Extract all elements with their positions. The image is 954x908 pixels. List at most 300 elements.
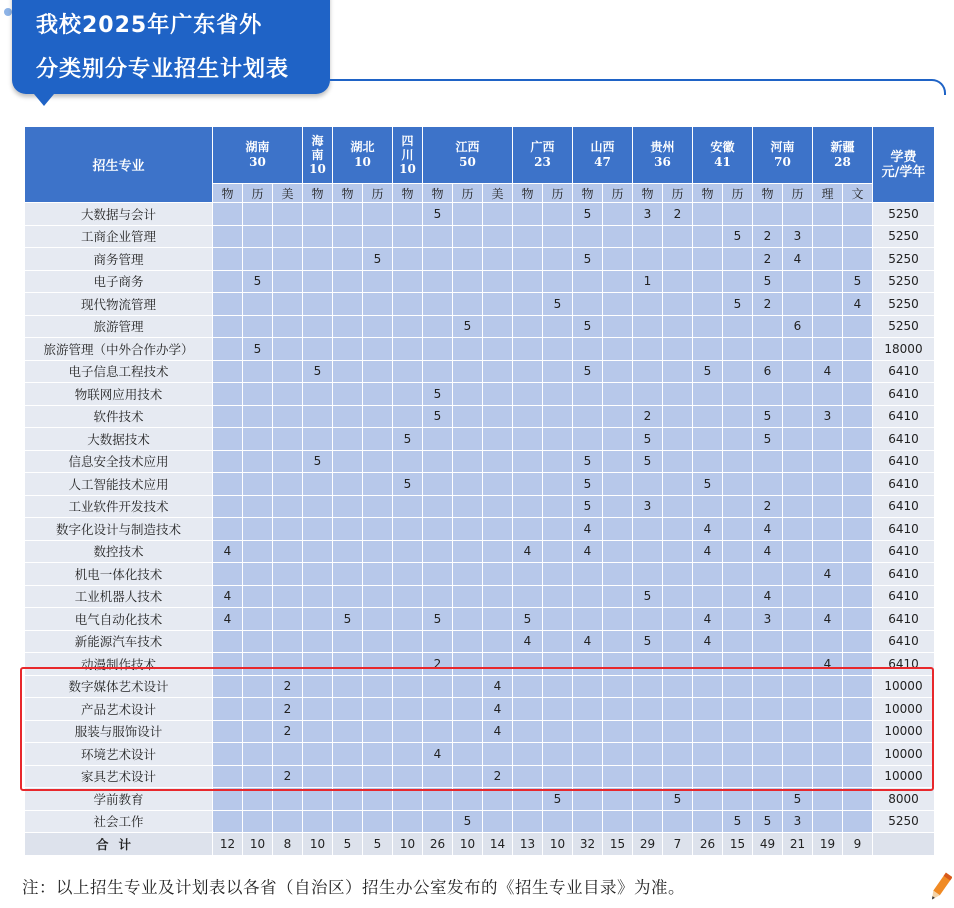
quota-cell [303, 383, 333, 406]
province-header [393, 127, 423, 184]
quota-cell: 5 [723, 810, 753, 833]
quota-cell [333, 653, 363, 676]
quota-cell [783, 495, 813, 518]
quota-cell [543, 225, 573, 248]
quota-cell: 4 [213, 540, 243, 563]
quota-cell [603, 293, 633, 316]
quota-cell [843, 743, 873, 766]
title-line-1: 我校2025年广东省外 [36, 13, 263, 38]
quota-cell [303, 720, 333, 743]
quota-cell [453, 743, 483, 766]
quota-cell [813, 203, 843, 226]
quota-cell [663, 495, 693, 518]
quota-cell [633, 563, 663, 586]
quota-cell [303, 293, 333, 316]
quota-cell: 2 [753, 293, 783, 316]
quota-cell [243, 630, 273, 653]
quota-cell [843, 653, 873, 676]
quota-cell [513, 765, 543, 788]
subject-header: 理 [813, 184, 843, 203]
quota-cell: 2 [273, 675, 303, 698]
major-name: 学前教育 [25, 788, 213, 811]
quota-cell [753, 473, 783, 496]
quota-cell [663, 473, 693, 496]
quota-cell [543, 608, 573, 631]
quota-cell [333, 788, 363, 811]
quota-cell [543, 653, 573, 676]
quota-cell [453, 360, 483, 383]
quota-cell [453, 608, 483, 631]
quota-cell [783, 585, 813, 608]
quota-cell [423, 495, 453, 518]
quota-cell [723, 270, 753, 293]
province-header [633, 127, 693, 184]
quota-cell [483, 225, 513, 248]
quota-cell [303, 203, 333, 226]
quota-cell [363, 203, 393, 226]
quota-cell [393, 360, 423, 383]
quota-cell [843, 675, 873, 698]
quota-cell [273, 540, 303, 563]
quota-cell [423, 698, 453, 721]
quota-cell [603, 608, 633, 631]
table-row [25, 788, 935, 811]
quota-cell [843, 450, 873, 473]
quota-cell [513, 788, 543, 811]
quota-cell: 4 [513, 540, 543, 563]
quota-cell [693, 293, 723, 316]
header-row-provinces [25, 127, 935, 184]
quota-cell [513, 743, 543, 766]
fee-header-line-1: 学费 [890, 149, 917, 165]
quota-cell [483, 405, 513, 428]
quota-cell [633, 338, 663, 361]
quota-cell [843, 630, 873, 653]
quota-cell: 3 [633, 203, 663, 226]
quota-cell [303, 743, 333, 766]
quota-cell [843, 338, 873, 361]
quota-cell [813, 270, 843, 293]
province-quota: 10 [399, 161, 416, 176]
quota-cell [213, 743, 243, 766]
pencil-icon [928, 870, 952, 906]
province-name: 河南 [770, 140, 795, 154]
quota-cell [513, 203, 543, 226]
quota-cell [603, 383, 633, 406]
quota-cell [333, 315, 363, 338]
subject-header: 物 [633, 184, 663, 203]
quota-cell [393, 788, 423, 811]
quota-cell [513, 675, 543, 698]
quota-cell [363, 428, 393, 451]
quota-cell: 5 [423, 203, 453, 226]
subject-header: 历 [543, 184, 573, 203]
quota-cell [723, 315, 753, 338]
quota-cell [453, 563, 483, 586]
quota-cell [483, 360, 513, 383]
quota-cell [663, 743, 693, 766]
quota-cell [213, 428, 243, 451]
quota-cell: 5 [723, 225, 753, 248]
quota-cell [453, 720, 483, 743]
quota-cell [843, 563, 873, 586]
quota-cell: 5 [543, 293, 573, 316]
quota-cell [453, 585, 483, 608]
quota-cell [753, 743, 783, 766]
quota-cell [543, 338, 573, 361]
quota-cell [603, 788, 633, 811]
quota-cell [453, 653, 483, 676]
quota-cell [213, 293, 243, 316]
quota-cell [303, 653, 333, 676]
quota-cell [273, 360, 303, 383]
quota-cell: 4 [213, 585, 243, 608]
subject-header: 历 [603, 184, 633, 203]
quota-cell [813, 518, 843, 541]
quota-cell [633, 293, 663, 316]
quota-cell: 3 [633, 495, 663, 518]
quota-cell: 5 [573, 203, 603, 226]
fee-header-line-2: 元/学年 [881, 164, 926, 180]
quota-cell [243, 698, 273, 721]
quota-cell: 4 [693, 518, 723, 541]
table-row [25, 698, 935, 721]
quota-cell [633, 653, 663, 676]
quota-cell [603, 338, 633, 361]
quota-cell [723, 563, 753, 586]
quota-cell [333, 563, 363, 586]
fee-cell: 6410 [873, 608, 935, 631]
quota-cell [393, 338, 423, 361]
quota-cell: 4 [483, 720, 513, 743]
quota-cell [843, 383, 873, 406]
quota-cell: 4 [513, 630, 543, 653]
quota-cell [543, 473, 573, 496]
quota-cell [273, 428, 303, 451]
quota-cell [663, 360, 693, 383]
quota-cell [453, 338, 483, 361]
fee-cell: 5250 [873, 315, 935, 338]
subject-header: 历 [243, 184, 273, 203]
fee-cell: 6410 [873, 383, 935, 406]
fee-cell: 5250 [873, 203, 935, 226]
fee-cell: 6410 [873, 585, 935, 608]
quota-cell [423, 225, 453, 248]
quota-cell [423, 428, 453, 451]
major-name: 数控技术 [25, 540, 213, 563]
quota-cell [483, 270, 513, 293]
quota-cell: 5 [453, 315, 483, 338]
quota-cell [843, 495, 873, 518]
quota-cell [573, 810, 603, 833]
province-name: 江西 [455, 140, 480, 154]
quota-cell [303, 518, 333, 541]
quota-cell [483, 315, 513, 338]
quota-cell [633, 225, 663, 248]
quota-cell [273, 495, 303, 518]
quota-cell [363, 293, 393, 316]
quota-cell [663, 810, 693, 833]
major-name: 人工智能技术应用 [25, 473, 213, 496]
quota-cell [273, 653, 303, 676]
quota-cell [723, 495, 753, 518]
quota-cell [363, 540, 393, 563]
quota-cell [513, 450, 543, 473]
quota-cell: 5 [543, 788, 573, 811]
quota-cell [723, 698, 753, 721]
province-name: 四川 [401, 133, 414, 162]
quota-cell [363, 225, 393, 248]
quota-cell [333, 405, 363, 428]
major-name: 大数据技术 [25, 428, 213, 451]
quota-cell [333, 473, 363, 496]
subject-header: 历 [363, 184, 393, 203]
quota-cell [213, 203, 243, 226]
quota-cell [633, 360, 663, 383]
quota-cell: 5 [723, 293, 753, 316]
quota-cell [693, 225, 723, 248]
quota-cell [813, 720, 843, 743]
quota-cell [303, 248, 333, 271]
province-name: 安徽 [710, 140, 735, 154]
quota-cell [393, 270, 423, 293]
quota-cell [513, 518, 543, 541]
quota-cell: 5 [783, 788, 813, 811]
quota-cell [633, 315, 663, 338]
quota-cell: 10 [393, 833, 423, 856]
quota-cell [573, 675, 603, 698]
quota-cell [453, 405, 483, 428]
quota-cell [483, 428, 513, 451]
quota-cell [543, 630, 573, 653]
quota-cell: 4 [423, 743, 453, 766]
quota-cell [453, 450, 483, 473]
quota-cell [783, 698, 813, 721]
quota-cell: 4 [813, 563, 843, 586]
quota-cell [843, 608, 873, 631]
quota-cell [723, 788, 753, 811]
quota-cell: 5 [363, 833, 393, 856]
quota-cell [393, 720, 423, 743]
quota-cell [753, 698, 783, 721]
subject-header: 美 [483, 184, 513, 203]
fee-cell: 5250 [873, 270, 935, 293]
quota-cell [273, 743, 303, 766]
quota-cell [513, 563, 543, 586]
quota-cell: 2 [273, 765, 303, 788]
major-name: 旅游管理 [25, 315, 213, 338]
quota-cell: 5 [573, 360, 603, 383]
quota-cell [453, 698, 483, 721]
quota-cell [213, 765, 243, 788]
quota-cell [423, 338, 453, 361]
quota-cell [273, 788, 303, 811]
quota-cell [603, 743, 633, 766]
quota-cell [573, 225, 603, 248]
quota-cell [573, 608, 603, 631]
quota-cell [423, 518, 453, 541]
quota-cell [513, 653, 543, 676]
quota-cell [603, 405, 633, 428]
province-quota: 70 [774, 155, 791, 169]
quota-cell [723, 428, 753, 451]
quota-cell [603, 315, 633, 338]
quota-cell [513, 473, 543, 496]
quota-cell: 4 [783, 248, 813, 271]
province-name: 新疆 [830, 140, 855, 154]
quota-cell [333, 585, 363, 608]
quota-cell [603, 203, 633, 226]
quota-cell [273, 383, 303, 406]
province-quota: 10 [354, 155, 371, 169]
quota-cell [273, 518, 303, 541]
quota-cell [453, 540, 483, 563]
quota-cell [453, 293, 483, 316]
quota-cell [753, 653, 783, 676]
quota-cell: 14 [483, 833, 513, 856]
quota-cell [393, 675, 423, 698]
quota-cell [303, 788, 333, 811]
quota-cell [813, 743, 843, 766]
quota-cell: 5 [423, 383, 453, 406]
quota-cell [243, 225, 273, 248]
fee-cell: 10000 [873, 720, 935, 743]
major-name: 电子信息工程技术 [25, 360, 213, 383]
quota-cell: 5 [663, 788, 693, 811]
quota-cell [213, 450, 243, 473]
quota-cell [663, 428, 693, 451]
total-label: 合计 [25, 833, 213, 856]
quota-cell [453, 473, 483, 496]
quota-cell [543, 405, 573, 428]
table-row [25, 203, 935, 226]
subject-header: 物 [213, 184, 243, 203]
subject-header: 历 [783, 184, 813, 203]
quota-cell [363, 338, 393, 361]
quota-cell [213, 653, 243, 676]
quota-cell [393, 248, 423, 271]
quota-cell [543, 743, 573, 766]
quota-cell [513, 360, 543, 383]
quota-cell [213, 563, 243, 586]
quota-cell [213, 383, 243, 406]
quota-cell [423, 315, 453, 338]
fee-column-header [873, 127, 935, 203]
province-header [303, 127, 333, 184]
quota-cell [303, 630, 333, 653]
quota-cell: 26 [423, 833, 453, 856]
quota-cell [693, 248, 723, 271]
quota-cell [843, 428, 873, 451]
quota-cell: 3 [813, 405, 843, 428]
quota-cell [483, 653, 513, 676]
fee-cell: 6410 [873, 495, 935, 518]
quota-cell [333, 675, 363, 698]
quota-cell [243, 675, 273, 698]
quota-cell: 4 [753, 585, 783, 608]
quota-cell: 5 [843, 270, 873, 293]
major-name: 服装与服饰设计 [25, 720, 213, 743]
quota-cell [213, 473, 243, 496]
quota-cell [603, 585, 633, 608]
quota-cell [333, 338, 363, 361]
quota-cell [243, 563, 273, 586]
quota-cell [423, 765, 453, 788]
quota-cell [603, 248, 633, 271]
quota-cell [573, 698, 603, 721]
quota-cell [783, 563, 813, 586]
province-header [753, 127, 813, 184]
quota-cell [483, 383, 513, 406]
province-quota: 47 [594, 155, 611, 169]
quota-cell [303, 270, 333, 293]
quota-cell [483, 563, 513, 586]
fee-cell: 10000 [873, 698, 935, 721]
quota-cell [303, 585, 333, 608]
quota-cell: 8 [273, 833, 303, 856]
quota-cell: 5 [303, 450, 333, 473]
quota-cell [333, 810, 363, 833]
table-row [25, 450, 935, 473]
quota-cell: 5 [693, 360, 723, 383]
quota-cell [753, 720, 783, 743]
quota-cell [243, 495, 273, 518]
quota-cell [543, 540, 573, 563]
province-quota: 41 [714, 155, 731, 169]
quota-cell [483, 293, 513, 316]
quota-cell [813, 765, 843, 788]
table-row [25, 405, 935, 428]
quota-cell: 2 [753, 495, 783, 518]
fee-cell: 5250 [873, 225, 935, 248]
quota-cell [813, 540, 843, 563]
province-quota: 10 [309, 161, 326, 176]
quota-cell [303, 608, 333, 631]
quota-cell [543, 248, 573, 271]
quota-cell: 4 [483, 675, 513, 698]
quota-cell [423, 585, 453, 608]
quota-cell [663, 248, 693, 271]
quota-cell [393, 450, 423, 473]
quota-cell [543, 563, 573, 586]
quota-cell [393, 698, 423, 721]
quota-cell [363, 765, 393, 788]
quota-cell: 10 [453, 833, 483, 856]
table-row [25, 810, 935, 833]
quota-cell: 2 [273, 720, 303, 743]
quota-cell [513, 428, 543, 451]
quota-cell [813, 338, 843, 361]
quota-cell [273, 315, 303, 338]
quota-cell [693, 428, 723, 451]
quota-cell [333, 450, 363, 473]
quota-cell [543, 495, 573, 518]
quota-cell [243, 203, 273, 226]
quota-cell [783, 428, 813, 451]
table-row [25, 765, 935, 788]
quota-cell [813, 450, 843, 473]
quota-cell [393, 540, 423, 563]
quota-cell: 32 [573, 833, 603, 856]
quota-cell [303, 315, 333, 338]
quota-cell: 5 [423, 608, 453, 631]
quota-cell: 49 [753, 833, 783, 856]
major-name: 机电一体化技术 [25, 563, 213, 586]
quota-cell [543, 360, 573, 383]
quota-cell: 2 [663, 203, 693, 226]
quota-cell [573, 720, 603, 743]
quota-cell [723, 473, 753, 496]
